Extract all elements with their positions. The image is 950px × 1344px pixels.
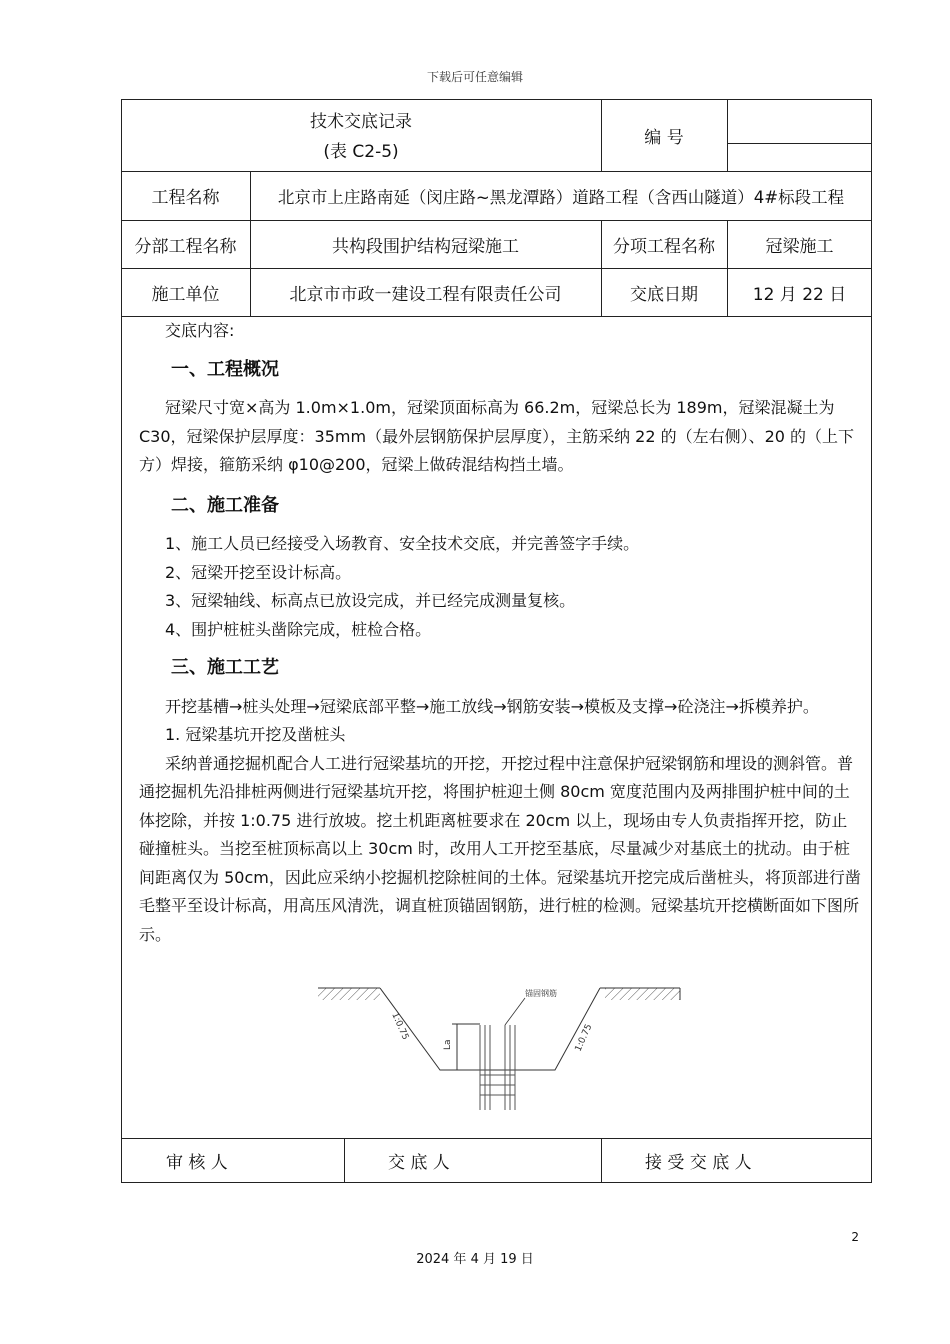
slope-label-left: 1:0.75 [389,1011,411,1042]
discloser-label: 交 底 人 [388,1153,450,1173]
disclosure-content [139,317,861,949]
section-1-title: 一、工程概况 [171,358,279,380]
excavation-cross-section-diagram [300,980,700,1120]
subitem-value: 冠梁施工 [765,236,834,257]
prep-item: 2、冠梁开挖至设计标高。 [165,562,352,582]
ground-hatch-left [318,988,380,1000]
record-title-block [121,107,601,167]
date-label: 交底日期 [630,284,698,305]
section-1-body: 冠梁尺寸宽×高为 1.0m×1.0m，冠梁顶面标高为 66.2m，冠梁总长为 189m，冠梁混凝土为 C30，冠梁保护层厚度：35mm（最外层钢筋保护层厚度），主筋采纳 22 的（左右侧）、20 的（上下方）焊接，箍筋采纳 φ10@200，冠梁上做砖混结构挡土墙。 [139,398,855,474]
prep-item: 4、围护桩桩头凿除完成，桩检合格。 [165,619,432,639]
header-note: 下载后可任意编辑 [426,70,523,84]
division-label: 分部工程名称 [134,236,237,257]
dimension-label: La [443,1039,453,1050]
dimension-line [452,1024,480,1070]
number-divider [727,143,872,144]
unit-value: 北京市市政一建设工程有限责任公司 [289,284,562,305]
number-label: 编 号 [644,127,684,148]
number-value [727,99,872,143]
subsection-1-body: 采纳普通挖掘机配合人工进行冠梁基坑的开挖，开挖过程中注意保护冠梁钢筋和埋设的测斜管。普通挖掘机先沿排桩两侧进行冠梁基坑开挖，将围护桩迎土侧 80cm 宽度范围内及两排围护桩中间的土体挖除，并按 1:0.75 进行放坡。挖土机距离桩要求在 20cm 以上，现场由专人负责指挥开挖，防止碰撞桩头。当挖至桩顶标高以上 30cm 时，改用人工开挖至基底，尽量减少对基底土的扰动。由于桩间距离仅为 50cm，因此应采纳小挖掘机挖除桩间的土体。冠梁基坑开挖完成后凿桩头，将顶部进行凿毛整平至设计标高，用高压风清洗，调直桩顶锚固钢筋，进行桩的检测。冠梁基坑开挖横断面如下图所示。 [139,753,861,944]
section-2-title: 二、施工准备 [171,494,279,516]
pile-lines [480,1025,515,1110]
project-name-label: 工程名称 [151,188,220,208]
slope-label-right: 1:0.75 [573,1022,595,1054]
subitem-label: 分项工程名称 [613,236,715,257]
page-number: 2 [851,1230,859,1244]
rebar-leader [505,998,525,1025]
date-value: 12 月 22 日 [752,284,847,305]
record-subtitle: (表 C2-5) [323,142,399,162]
unit-label: 施工单位 [151,284,220,305]
subsection-1-title: 1. 冠梁基坑开挖及凿桩头 [165,725,346,744]
receiver-label: 接 受 交 底 人 [645,1153,752,1173]
footer-date: 2024 年 4 月 19 日 [416,1252,534,1267]
section-3-title: 三、施工工艺 [171,657,279,678]
project-name-value: 北京市上庄路南延（闵庄路~黑龙潭路）道路工程（含西山隧道）4#标段工程 [277,187,845,207]
division-value: 共构段围护结构冠梁施工 [332,236,519,257]
ground-hatch-right [600,988,680,1000]
record-title: 技术交底记录 [310,112,412,132]
rebar-label: 锚固钢筋 [525,989,557,998]
prep-item: 1、施工人员已经接受入场教育、安全技术交底，并完善签字手续。 [165,534,640,553]
reviewer-label: 审 核 人 [166,1153,228,1173]
prep-item: 3、冠梁轴线、标高点已放设完成，并已经完成测量复核。 [165,591,576,610]
content-intro: 交底内容: [165,321,235,340]
process-flow: 开挖基槽→桩头处理→冠梁底部平整→施工放线→钢筋安装→模板及支撑→砼浇注→拆模养护。 [165,696,819,716]
